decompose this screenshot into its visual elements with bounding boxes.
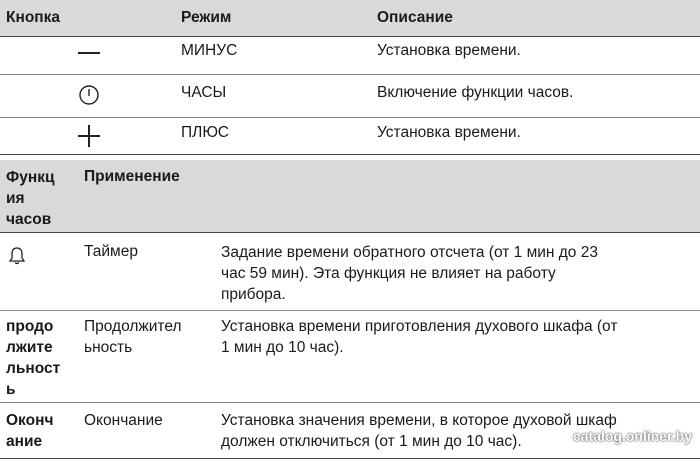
table1-header-mode: Режим (181, 9, 232, 26)
bell-icon (7, 246, 27, 266)
table2-header-application: Применение (84, 168, 180, 185)
description-text: Задание времени обратного отсчета (от 1 мин до 23 час 59 мин). Эта функция не влияет на работу прибора. (221, 244, 598, 303)
mode-label: МИНУС (181, 42, 238, 59)
mode-label: Продолжител ьность (84, 318, 182, 356)
function-label: продо лжите льност ь (6, 318, 61, 398)
table1-header (0, 0, 700, 36)
row-divider (0, 117, 700, 118)
table-bottom-border (0, 154, 700, 155)
table-bottom-border (0, 458, 700, 459)
minus-icon (78, 50, 100, 56)
row-divider (0, 36, 700, 37)
watermark: catalog.onliner.by (572, 428, 692, 444)
mode-label: Таймер (84, 243, 138, 260)
description-text: Установка времени приготовления духового шкафа (от 1 мин до 10 час). (221, 318, 618, 356)
description-text: Включение функции часов. (377, 84, 574, 101)
description-text: Установка времени. (377, 42, 521, 59)
description-text: Установка значения времени, в которое духовой шкаф должен отключиться (от 1 мин до 10 час). (221, 412, 617, 450)
description-text: Установка времени. (377, 124, 521, 141)
row-divider (0, 232, 700, 233)
mode-label: ПЛЮС (181, 124, 229, 141)
row-divider (0, 402, 700, 403)
table1-header-description: Описание (377, 9, 453, 26)
mode-label: Окончание (84, 412, 163, 429)
table1-header-button: Кнопка (6, 9, 61, 26)
clock-icon (78, 84, 100, 106)
mode-label: ЧАСЫ (181, 84, 227, 101)
table2-header-function: Функц ия часов (6, 169, 55, 228)
function-label: Оконч ание (6, 412, 54, 450)
row-divider (0, 74, 700, 75)
row-divider (0, 310, 700, 311)
plus-icon (78, 125, 100, 147)
